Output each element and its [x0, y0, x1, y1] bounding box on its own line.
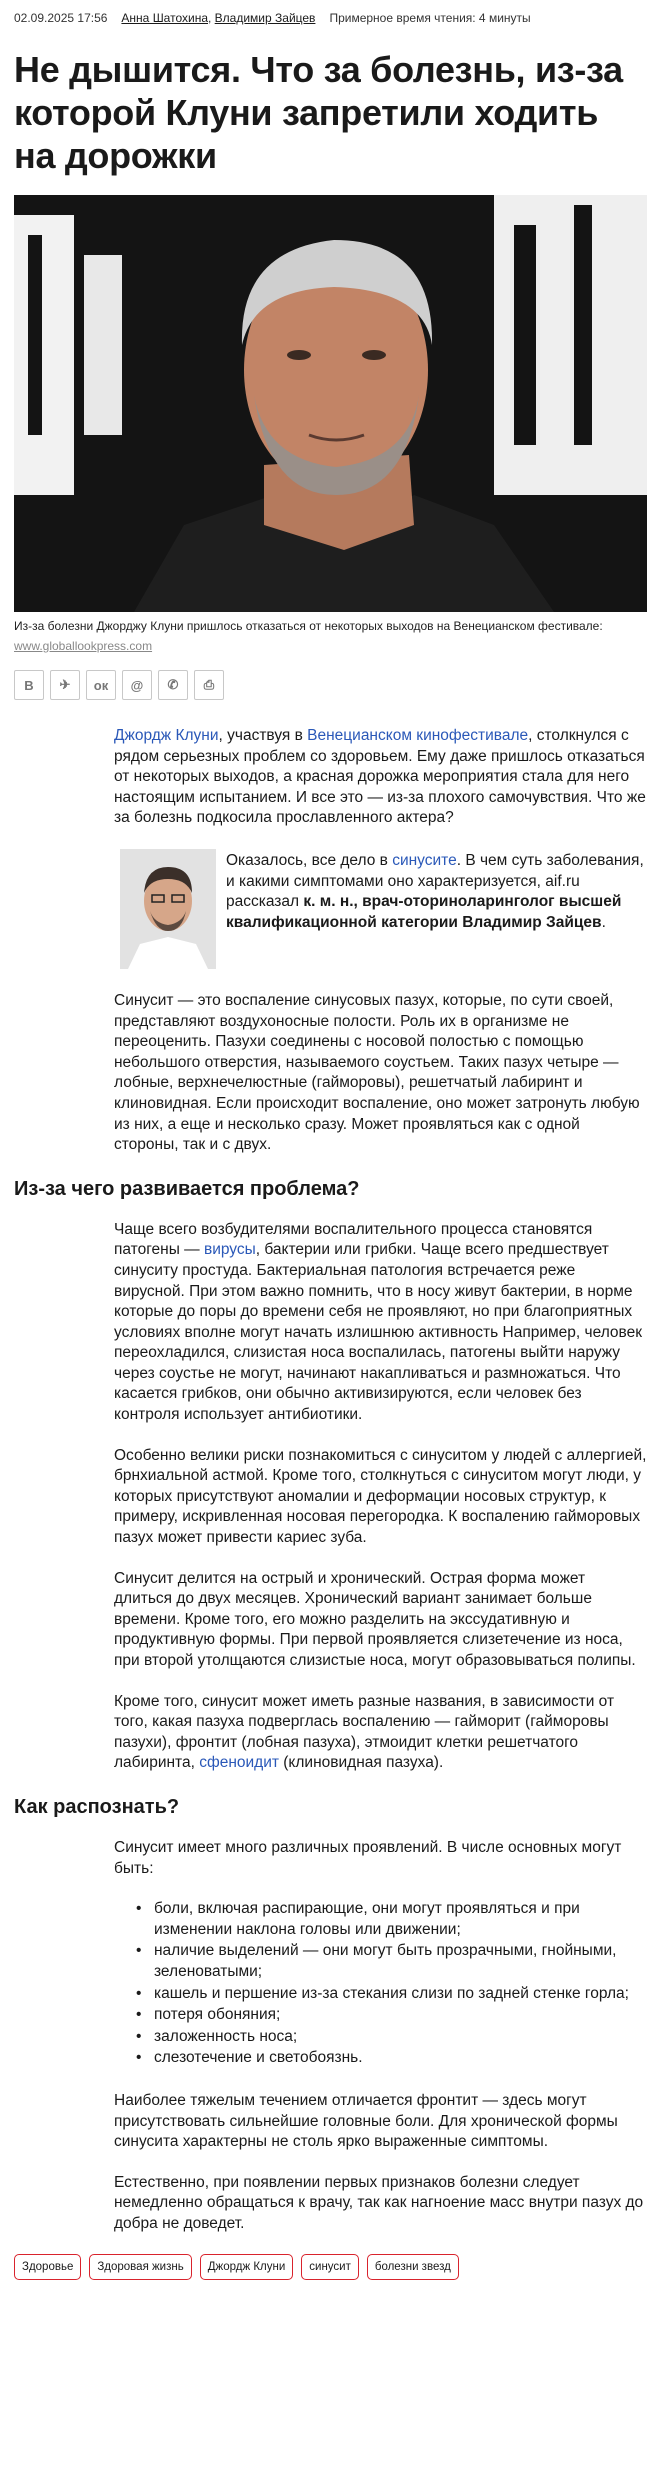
- types-paragraph: [114, 1692, 647, 1774]
- article-body: [14, 726, 647, 1156]
- recognize-section: [14, 1838, 647, 2235]
- vk-icon[interactable]: B: [14, 670, 44, 700]
- expert-intro: [226, 851, 647, 969]
- photo-caption: [14, 616, 647, 656]
- article-photo: [14, 195, 647, 612]
- expert-credentials: к. м. н., врач-оториноларинголог высшей квалификационной категории Владимир Зайцев: [226, 893, 622, 931]
- tag-george-clooney[interactable]: Джордж Клуни: [200, 2254, 294, 2280]
- intro-paragraph: [114, 726, 647, 829]
- definition-paragraph: Синусит — это воспаление синусовых пазух, которые, по сути своей, представляют воздухоносные полости. Роль их в организме не переоценить. Пазухи соединены с носовой полостью с помощью небольшого отверстия, называемого соустьем. Таких пазух четыре — лобные, верхнечелюстные (гайморовы), решетчатый лабиринт и клиновидная. Если происходит воспаление, оно может затронуть любую из них, а еще и несколько сразу. Может проявляться как с одной стороны, так и с двух.: [114, 991, 640, 1154]
- odnoklassniki-icon[interactable]: ок: [86, 670, 116, 700]
- causes-text-1: Чаще всего возбудителями воспалительного процесса становятся патогены —: [114, 1220, 593, 1259]
- print-icon[interactable]: ⎙: [194, 670, 224, 700]
- share-bar: [14, 670, 647, 700]
- types-text-2: (клиновидная пазуха).: [278, 1754, 444, 1772]
- festival-link[interactable]: Венецианском кинофестивале: [307, 727, 529, 744]
- author-link-shatokhina[interactable]: Анна Шатохина: [121, 11, 208, 25]
- publish-date: 02.09.2025 17:56: [14, 11, 108, 25]
- reading-time: Примерное время чтения: 4 минуты: [329, 11, 531, 25]
- list-item: • слезотечение и светобоязнь.: [134, 2048, 647, 2069]
- author-separator: ,: [208, 11, 215, 25]
- list-item: • боли, включая распирающие, они могут проявляться и при изменении наклона головы или движении;: [134, 1899, 647, 1940]
- list-item: • потеря обоняния;: [134, 2005, 647, 2026]
- symptoms-list: [134, 1899, 647, 2069]
- recognize-heading: Как распознать?: [14, 1795, 180, 1818]
- expert-text-2: . В чем суть заболевания, и какими симптомами оно характеризуется, aif.ru рассказал: [226, 851, 644, 911]
- list-item: • наличие выделений — они могут быть прозрачными, гнойными, зеленоватыми;: [134, 1941, 647, 1982]
- tags-bar: [14, 2254, 647, 2280]
- tag-health[interactable]: Здоровье: [14, 2254, 81, 2280]
- article-meta: [14, 0, 647, 36]
- sphenoiditis-link[interactable]: сфеноидит: [199, 1754, 279, 1772]
- photo-source[interactable]: www.globallookpress.com: [14, 639, 153, 653]
- types-text-1: Кроме того, синусит может иметь разные названия, в зависимости от того, какая пазуха подверглась воспалению — гайморит (гайморовы пазухи), фронтит (лобная пазуха), этмоидит клетки решетчатого лабиринта,: [114, 1692, 615, 1772]
- tag-celebrity-diseases[interactable]: болезни звезд: [367, 2254, 459, 2280]
- clooney-link[interactable]: Джордж Клуни: [114, 727, 219, 744]
- authors: [121, 11, 315, 25]
- intro-text-2: , столкнулся с рядом серьезных проблем со здоровьем. Ему даже пришлось отказаться от некоторых выходов, а красная дорожка мероприятия стала для него настоящим испытанием. И все это — из-за плохого самочувствия. Что же за болезнь подкосила прославленного актера?: [114, 727, 646, 827]
- doctor-paragraph: Естественно, при появлении первых признаков болезни следует немедленно обращаться к врачу, так как нагноение масс внутри пазух до добра не доведет.: [114, 2173, 644, 2232]
- list-item: • заложенность носа;: [134, 2027, 647, 2048]
- causes-paragraph: [114, 1220, 647, 1426]
- article-title: Не дышится. Что за болезнь, из-за которой Клуни запретили ходить на дорожки: [14, 49, 623, 176]
- list-item: • кашель и першение из-за стекания слизи по задней стенке горла;: [134, 1984, 647, 2005]
- expert-text-1: Оказалось, все дело в: [226, 851, 393, 869]
- risks-paragraph: Особенно велики риски познакомиться с синуситом у людей с аллергией, брнхиальной астмой. Кроме того, столкнуться с синуситом могут люди, у которых присутствуют аномалии и деформации носовых структур, к примеру, искривленная носовая перегородка. К воспалению гайморовых пазух может привести кариес зуба.: [114, 1446, 647, 1547]
- causes-section: [14, 1220, 647, 1774]
- frontitis-paragraph: Наиболее тяжелым течением отличается фронтит — здесь могут присутствовать сильнейшие головные боли. Для хронической формы синусита характерны не столь ярко выраженные симптомы.: [114, 2091, 618, 2151]
- author-link-zaytsev[interactable]: Владимир Зайцев: [214, 11, 316, 25]
- viruses-link[interactable]: вирусы: [203, 1241, 256, 1259]
- expert-avatar: [120, 849, 216, 969]
- causes-heading: Из-за чего развивается проблема?: [14, 1177, 360, 1200]
- caption-text: Из-за болезни Джорджу Клуни пришлось отказаться от некоторых выходов на Венецианском фестивале:: [14, 619, 603, 633]
- forms-paragraph: Синусит делится на острый и хронический. Острая форма может длиться до двух месяцев. Хронический вариант занимает больше времени. Кроме того, его можно разделить на экссудативную и продуктивную формы. При первой проявляется слизетечение из носа, при второй утолщаются слизистые носа, могут образовываться полипы.: [114, 1569, 636, 1669]
- symptoms-intro: Синусит имеет много различных проявлений. В числе основных могут быть:: [114, 1838, 622, 1877]
- expert-text-3: .: [601, 913, 606, 931]
- intro-text-1: , участвуя в: [218, 727, 308, 744]
- whatsapp-icon[interactable]: ✆: [158, 670, 188, 700]
- expert-block: [120, 849, 647, 969]
- telegram-icon[interactable]: ✈: [50, 670, 80, 700]
- causes-text-2: , бактерии или грибки. Чаще всего предшествует синуситу простуда. Бактериальная патология встречается реже вирусной. При этом важно помнить, что в носу живут бактерии, в норме которые до поры до времени себя не проявляют, но при благоприятных условиях вполне могут начать излишнюю активность Например, человек переохладился, слизистая носа воспалилась, патогены выйти наружу через соустье не могут, начинают накапливаться и размножаться. Что касается грибков, они обычно активизируются, если человек без контроля использует антибиотики.: [114, 1241, 643, 1424]
- tag-sinusitis[interactable]: синусит: [301, 2254, 359, 2280]
- email-icon[interactable]: @: [122, 670, 152, 700]
- tag-healthy-life[interactable]: Здоровая жизнь: [89, 2254, 191, 2280]
- sinusitis-link[interactable]: синусите: [392, 851, 457, 869]
